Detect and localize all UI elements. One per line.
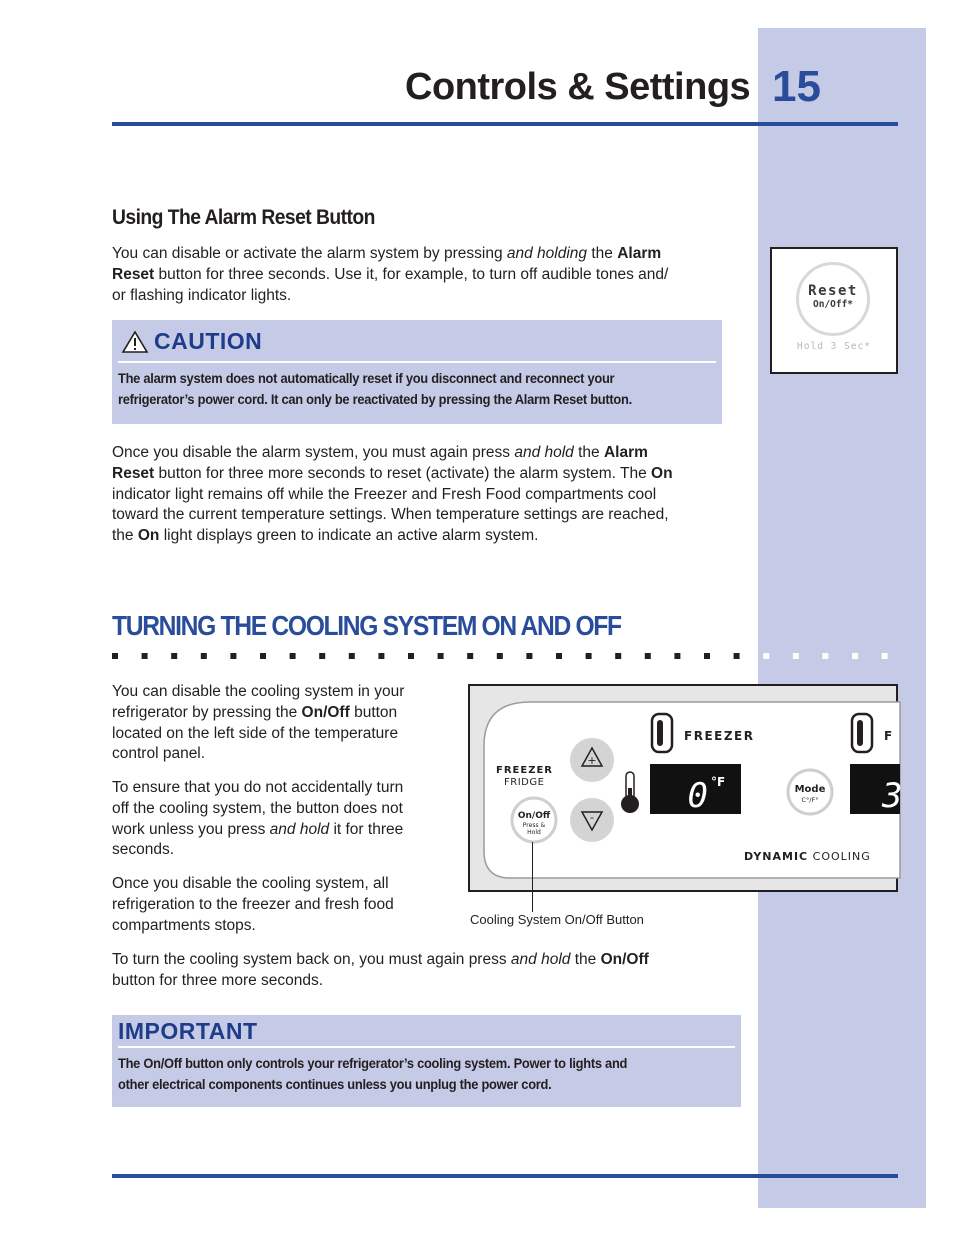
- divider-dot: [230, 653, 236, 659]
- divider-dot: [645, 653, 651, 659]
- cooling-paragraph-4: [112, 950, 752, 992]
- text-run: refrigeration to the freezer and fresh food: [112, 895, 394, 913]
- caution-line: The alarm system does not automatically reset if you disconnect and reconnect your: [118, 370, 615, 386]
- caption-callout-line: [532, 842, 533, 912]
- control-panel-drawing: [470, 686, 903, 890]
- reset-hold-label: Hold 3 Sec*: [797, 341, 871, 352]
- page-title: Controls & Settings: [405, 66, 751, 108]
- page-number: 15: [772, 62, 821, 111]
- cooling-paragraph-3: [112, 874, 452, 936]
- footer-rule: [112, 1174, 898, 1178]
- divider-dot: [763, 653, 769, 659]
- divider-dot: [882, 653, 888, 659]
- svg-text:+: +: [587, 754, 597, 767]
- divider-dot: [586, 653, 592, 659]
- text-run-bold: On: [651, 464, 673, 482]
- text-run-italic: and hold: [510, 951, 571, 968]
- caution-divider: [118, 361, 716, 363]
- text-run: the: [587, 245, 618, 262]
- divider-dot: [319, 653, 325, 659]
- text-run-bold: On/Off: [600, 951, 649, 968]
- warning-triangle-icon: [122, 331, 148, 353]
- text-run: button for three more seconds.: [112, 971, 324, 989]
- caution-line: refrigerator’s power cord. It can only be reactivated by pressing the Alarm Reset button.: [118, 390, 632, 407]
- important-line: other electrical components continues unless you unplug the power cord.: [118, 1075, 552, 1092]
- text-run-italic: and hold: [269, 820, 330, 838]
- text-run: light displays green to indicate an active alarm system.: [159, 527, 539, 545]
- mode-sub-label: C°/F°: [801, 796, 819, 804]
- text-run-bold: Alarm: [603, 444, 648, 461]
- text-run: off the cooling system, the button does not: [112, 799, 403, 817]
- freezer-label: FREEZER: [684, 729, 755, 743]
- text-run: the: [573, 444, 604, 461]
- fridge-door-icon: [852, 714, 872, 752]
- text-run-bold: Alarm: [617, 245, 662, 262]
- text-run: refrigerator by pressing the: [112, 703, 302, 721]
- brand-bold: DYNAMIC: [744, 850, 809, 863]
- divider-dot: [438, 653, 444, 659]
- figure-caption: Cooling System On/Off Button: [470, 912, 644, 927]
- mode-button[interactable]: [788, 770, 832, 814]
- important-box: [112, 1015, 741, 1107]
- divider-dot: [704, 653, 710, 659]
- text-run: To ensure that you do not accidentally turn: [112, 779, 404, 796]
- divider-dot: [378, 653, 384, 659]
- important-body: [118, 1053, 627, 1094]
- alarm-paragraph-1: [112, 244, 752, 306]
- alarm-paragraph-2: [112, 443, 752, 547]
- text-run: To turn the cooling system back on, you must again press: [112, 951, 511, 968]
- text-run: or flashing indicator lights.: [112, 286, 292, 304]
- onoff-sub-1: Press &: [522, 822, 546, 829]
- mode-label: Mode: [794, 784, 826, 795]
- divider-dot: [467, 653, 473, 659]
- text-run: You can disable or activate the alarm system by pressing: [112, 245, 507, 262]
- header-rule: [112, 122, 898, 126]
- text-run: toward the current temperature settings. When temperature settings are reached,: [112, 506, 669, 524]
- important-divider: [118, 1046, 735, 1048]
- text-run: You can disable the cooling system in your: [112, 683, 405, 700]
- reset-button-circle: [796, 262, 870, 336]
- text-run-bold: On: [137, 527, 160, 545]
- text-run: Once you disable the cooling system, all: [112, 875, 389, 892]
- onoff-sub-2: Hold: [527, 829, 541, 836]
- fridge-label-partial: F: [884, 729, 893, 743]
- temp-down-button[interactable]: [570, 798, 614, 842]
- divider-dot: [171, 653, 177, 659]
- alarm-section-heading: Using The Alarm Reset Button: [112, 206, 375, 229]
- text-run-italic: and holding: [506, 245, 588, 262]
- text-run: button for three more seconds to reset (activate) the alarm system. The: [154, 464, 652, 482]
- onoff-label: On/Off: [517, 811, 551, 821]
- divider-dot: [615, 653, 621, 659]
- divider-dot: [201, 653, 207, 659]
- important-heading: IMPORTANT: [118, 1018, 258, 1044]
- caution-box: [112, 320, 722, 424]
- divider-dot: [852, 653, 858, 659]
- divider-dot: [526, 653, 532, 659]
- page-sidebar: [758, 28, 926, 1208]
- fridge-display-value-partial: 3: [882, 776, 903, 816]
- divider-dot: [408, 653, 414, 659]
- divider-dot: [822, 653, 828, 659]
- dotted-divider: [112, 653, 902, 659]
- onoff-button[interactable]: [512, 798, 556, 842]
- caution-body: [118, 368, 632, 409]
- cooling-paragraph-2: [112, 778, 452, 861]
- text-run: work unless you press: [112, 820, 270, 838]
- divider-dot: [260, 653, 266, 659]
- caution-heading: CAUTION: [154, 328, 263, 354]
- text-run: the: [570, 951, 601, 968]
- freezer-display-unit: °F: [711, 775, 726, 789]
- freezer-fridge-label-top: FREEZER: [496, 765, 553, 776]
- divider-dot: [349, 653, 355, 659]
- freezer-door-icon: [652, 714, 672, 752]
- svg-text:-: -: [590, 811, 594, 824]
- text-run-bold: On/Off: [301, 703, 350, 721]
- dynamic-cooling-brand: [744, 850, 871, 863]
- important-line: The On/Off button only controls your refrigerator’s cooling system. Power to lights and: [118, 1055, 628, 1071]
- temp-up-button[interactable]: [570, 738, 614, 782]
- divider-dot: [497, 653, 503, 659]
- divider-dot: [112, 653, 118, 659]
- text-run: button for three seconds. Use it, for example, to turn off audible tones and/: [154, 265, 669, 283]
- text-run: seconds.: [112, 841, 175, 859]
- text-run: compartments stops.: [112, 916, 256, 934]
- divider-dot: [734, 653, 740, 659]
- divider-dot: [290, 653, 296, 659]
- text-run-bold: Reset: [112, 464, 155, 482]
- text-run: indicator light remains off while the Freezer and Fresh Food compartments cool: [112, 485, 657, 503]
- cooling-paragraph-1: [112, 682, 452, 765]
- freezer-fridge-label-bottom: FRIDGE: [504, 777, 545, 788]
- reset-label: Reset: [808, 283, 858, 299]
- text-run: located on the left side of the temperature: [112, 724, 399, 742]
- freezer-display-value: 0: [687, 776, 708, 816]
- divider-dot: [674, 653, 680, 659]
- reset-button-illustration: [770, 247, 898, 374]
- text-run-bold: Reset: [112, 265, 155, 283]
- text-run: Once you disable the alarm system, you must again press: [112, 444, 515, 461]
- cooling-section-heading: TURNING THE COOLING SYSTEM ON AND OFF: [112, 610, 621, 641]
- text-run: it for three: [329, 820, 404, 838]
- reset-sub-label: On/Off*: [812, 299, 854, 310]
- text-run: the: [112, 527, 138, 545]
- text-run-italic: and hold: [514, 444, 574, 461]
- text-run: button: [349, 703, 398, 721]
- divider-dot: [556, 653, 562, 659]
- divider-dot: [142, 653, 148, 659]
- text-run: control panel.: [112, 745, 206, 763]
- brand-light: COOLING: [808, 850, 871, 863]
- divider-dot: [793, 653, 799, 659]
